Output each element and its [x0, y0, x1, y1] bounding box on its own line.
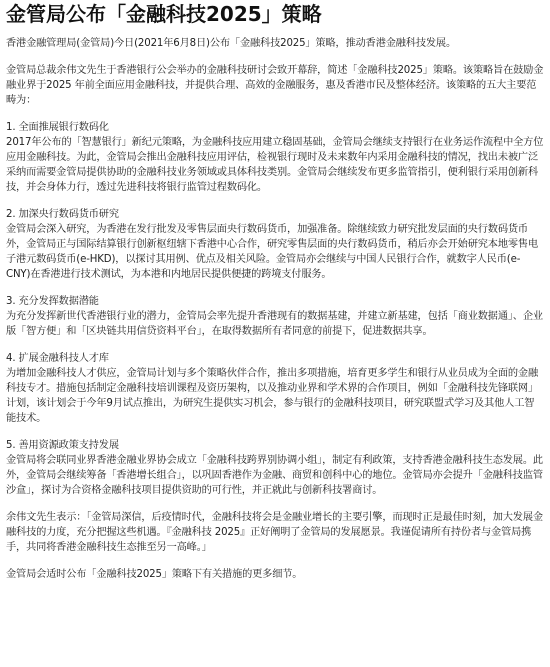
section-heading: 2. 加深央行数码货币研究 [6, 209, 119, 220]
section-5 [6, 438, 544, 498]
section-body: 2017年公布的「智慧银行」新纪元策略，为金融科技应用建立稳固基础，金管局会继续支持银行在业务运作流程中全方位应用金融科技。为此，金管局会推出金融科技应用评估，检视银行现时及未来数年内采用金融科技的情况，找出未被广泛采纳而需要金管局提供协助的金融科技业务领域或具体科技类别。金管局会继续发布更多监管指引，便利银行采用创新科技，并会身体力行，透过先进科技将银行监管过程数码化。 [6, 137, 544, 193]
section-2 [6, 207, 544, 282]
section-heading: 1. 全面推展银行数码化 [6, 122, 109, 133]
section-body: 金管局将会联同业界香港金融业界协会成立「金融科技跨界别协调小组」，制定有利政策，支持香港金融科技生态发展。此外，金管局会继续筹备「香港增长组合」，以巩固香港作为金融、商贸和创科中心的地位。金管局亦会提升「金融科技监管沙盒」，探讨为合资格金融科技项目提供资助的可行性，并正就此与创新科技署商讨。 [6, 455, 543, 496]
section-3 [6, 294, 544, 339]
article-page [0, 2, 550, 667]
intro-paragraph: 香港金融管理局(金管局)今日(2021年6月8日)公布「金融科技2025」策略，推动香港金融科技发展。 [6, 38, 456, 49]
section-body: 为充分发挥新世代香港银行业的潜力，金管局会率先提升香港现有的数据基建，并建立新基建，包括「商业数据通」、企业版「智方便」和「区块链共用信贷资料平台」，在取得数据所有者同意的前提下，促进数据共享。 [6, 311, 543, 337]
section-4 [6, 351, 544, 426]
section-heading: 5. 善用资源政策支持发展 [6, 440, 119, 451]
closing-paragraph: 金管局会适时公布「金融科技2025」策略下有关措施的更多细节。 [6, 569, 303, 580]
section-body: 金管局会深入研究，为香港在发行批发及零售层面央行数码货币，加强准备。除继续致力研究批发层面的央行数码货币外，金管局正与国际结算银行创新枢纽辖下香港中心合作，研究零售层面的央行数码货币，稍后亦会开始研究本地零售电子港元数码货币(e-HKD)，以探讨其用例、优点及相关风险。金管局亦会继续与中国人民银行合作，就数字人民币(e-CNY)在香港进行技术测试，为本港和内地居民提供便捷的跨境支付服务。 [6, 224, 538, 280]
quote-paragraph: 余伟文先生表示：「金管局深信，后疫情时代，金融科技将会是金融业增长的主要引擎，而现时正是最佳时刻，加大发展金融科技的力度，充分把握这些机遇。『金融科技 2025』正好阐明了金管局的发展愿景。我谨促请所有持份者与金管局携手，共同将香港金融科技生态推至另一高峰。」 [6, 512, 543, 553]
section-1 [6, 120, 544, 195]
section-heading: 4. 扩展金融科技人才库 [6, 353, 109, 364]
summary-paragraph: 金管局总裁余伟文先生于香港银行公会举办的金融科技研讨会致开幕辞，简述「金融科技2025」策略。该策略旨在鼓励金融业界于2025 年前全面应用金融科技，并提供合理、高效的金融服务，惠及香港市民及整体经济。该策略的五大主要范畴为： [6, 65, 544, 106]
section-heading: 3. 充分发挥数据潜能 [6, 296, 99, 307]
section-body: 为增加金融科技人才供应，金管局计划与多个策略伙伴合作，推出多项措施，培育更多学生和银行从业员成为全面的金融科技专才。措施包括制定金融科技培训课程及资历架构，以及推动业界和学术界的合作项目，例如「金融科技先锋联网」计划，该计划会于今年9月试点推出，为研究生提供实习机会，参与银行的金融科技项目，研究联盟式学习及其他人工智能技术。 [6, 368, 538, 424]
article-title: 金管局公布「金融科技2025」策略 [6, 2, 322, 26]
